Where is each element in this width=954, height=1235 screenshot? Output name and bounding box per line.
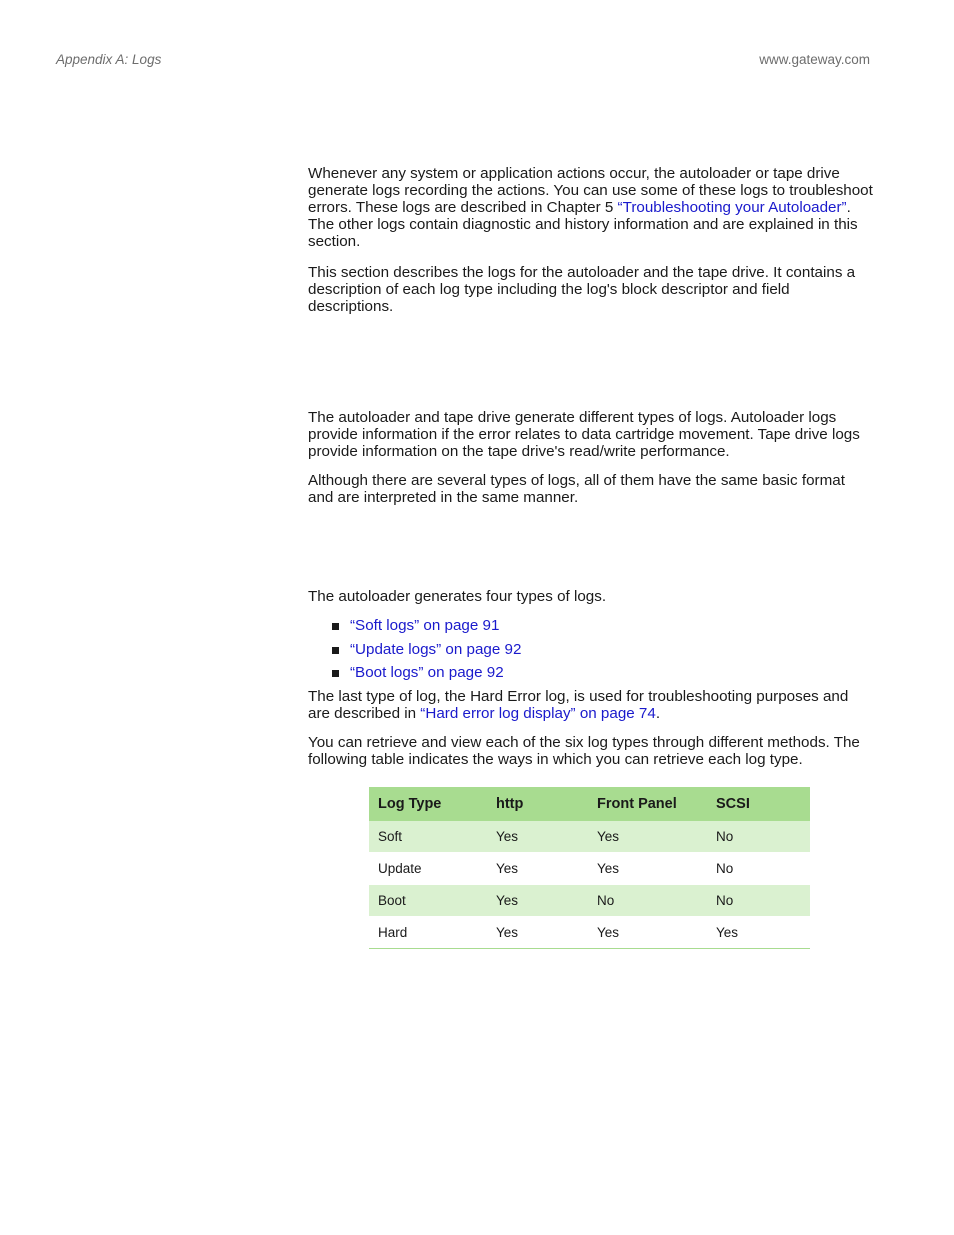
list-item	[330, 617, 521, 641]
log-retrieval-table	[369, 787, 810, 949]
table-cell: No	[716, 861, 734, 876]
intro-text-2: This section describes the logs for the autoloader and the tape drive. It contains a description of each log type including the log's block descriptor and field descriptions.	[308, 264, 856, 315]
log-links-list	[330, 617, 521, 688]
intro-paragraph-1	[308, 165, 874, 250]
table-cell: Yes	[496, 925, 519, 940]
table-cell: Boot	[369, 885, 487, 917]
table-cell: Update	[378, 861, 422, 876]
update-logs-link[interactable]: “Update logs” on page 92	[350, 640, 522, 658]
table-cell: No	[707, 821, 810, 853]
table-row	[369, 885, 810, 917]
column-header-http: http	[487, 787, 588, 821]
table-cell: Yes	[597, 925, 620, 940]
autoloader-text-1: The autoloader generates four types of logs.	[308, 588, 607, 605]
autoloader-text-2: The last type of log, the Hard Error log, is used for troubleshooting purposes and are described in	[308, 688, 849, 722]
bullet-square-icon	[332, 670, 339, 677]
table-cell: Yes	[588, 821, 707, 853]
intro-text: Whenever any system or application actions occur, the autoloader or tape drive generate logs recording the actions. You can use some of these logs to troubleshoot errors. These logs are described in Chapter 5	[308, 165, 873, 216]
running-header-section: Appendix A: Logs	[56, 52, 162, 67]
types-text-1: The autoloader and tape drive generate different types of logs. Autoloader logs provide information if the error relates to data cartridge movement. Tape drive logs provide information on the tape drive's read/write performance.	[308, 409, 860, 460]
autoloader-text-2-tail: .	[655, 705, 661, 722]
bullet-square-icon	[332, 647, 339, 654]
table-cell: No	[588, 885, 707, 917]
table-row	[369, 917, 810, 949]
boot-logs-link[interactable]: “Boot logs” on page 92	[350, 664, 504, 681]
bullet-square-icon	[332, 623, 339, 630]
types-paragraph-2	[308, 472, 874, 506]
types-text-2: Although there are several types of logs, all of them have the same basic format and are interpreted in the same manner.	[308, 472, 845, 506]
table-header-row	[369, 787, 810, 821]
table-cell: Yes	[487, 821, 588, 853]
table-cell: Hard	[378, 925, 408, 940]
intro-text-tail: . The other logs contain diagnostic and history information and are explained in this section.	[308, 199, 858, 250]
running-header-url: www.gateway.com	[759, 52, 870, 67]
table-cell: No	[707, 885, 810, 917]
autoloader-paragraph-1	[308, 588, 874, 605]
table-cell: Yes	[487, 885, 588, 917]
intro-paragraph-2	[308, 264, 874, 315]
list-item	[330, 664, 521, 688]
list-item	[330, 641, 521, 665]
table-row	[369, 821, 810, 853]
table-cell: Yes	[597, 861, 620, 876]
column-header-log-type: Log Type	[369, 787, 487, 821]
column-header-scsi: SCSI	[707, 787, 810, 821]
types-paragraph-1	[308, 409, 874, 460]
troubleshooting-link[interactable]: “Troubleshooting your Autoloader”	[617, 199, 847, 216]
soft-logs-link[interactable]: “Soft logs” on page 91	[350, 617, 500, 634]
table-cell: Yes	[716, 925, 739, 940]
table-row	[369, 853, 810, 885]
column-header-front-panel: Front Panel	[588, 787, 707, 821]
hard-error-log-link[interactable]: “Hard error log display” on page 74	[420, 705, 656, 722]
autoloader-paragraph-3	[308, 734, 874, 768]
autoloader-text-3: You can retrieve and view each of the six log types through different methods. The following table indicates the ways in which you can retrieve each log type.	[308, 734, 860, 768]
autoloader-paragraph-2	[308, 688, 874, 722]
table-cell: Soft	[369, 821, 487, 853]
table-cell: Yes	[496, 861, 519, 876]
